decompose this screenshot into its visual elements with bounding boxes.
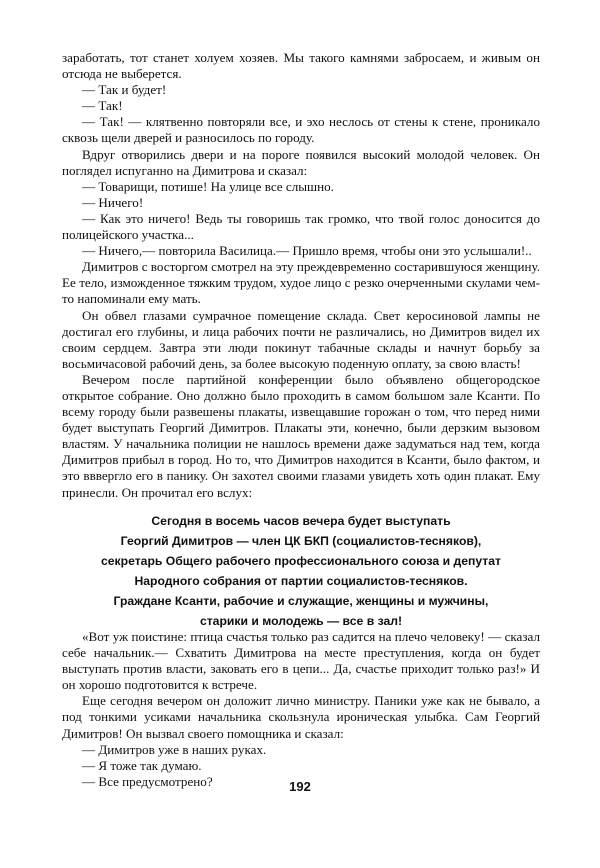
paragraph: — Ничего! [82,194,144,210]
paragraph: Димитров с восторгом смотрел на эту преждевременно состарившуюся женщину. Ее тело, изможденное тяжким трудом, худое лицо с резко очерченными скулами чем-то напоминали ему мать. [62,259,540,307]
paragraph: Еще сегодня вечером он доложит лично министру. Паники уже как не бывало, а под тонкими усиками начальника скользнула ироническая улыбка. Сам Георгий Димитров! Он вызвал своего помощника и сказал: [62,693,540,741]
paragraph: заработать, тот станет холуем хозяев. Мы такого камнями забросаем, и живым он отсюда не выберется. [62,50,540,82]
paragraph: — Так! — клятвенно повторяли все, и эхо неслось от стены к стене, проникало сквозь щели дверей и разносилось по городу. [62,114,540,146]
notice-line: секретарь Общего рабочего профессионального союза и депутат [101,554,501,568]
notice-line: старики и молодежь — все в зал! [199,614,403,628]
body-text-bottom [62,629,540,790]
paragraph: Вдруг отворились двери и на пороге появился высокий молодой человек. Он поглядел испуганно на Димитрова и сказал: [62,146,540,178]
paragraph: Он обвел глазами сумрачное помещение склада. Свет керосиновой лампы не достигал его глубины, и лица рабочих почти не различались, но Димитров видел их своим сердцем. Завтра эти люди покинут табачные склады и начнут борьбу за восьмичасовой рабочий день, за более высокую поденную оплату, за свою власть! [62,307,540,371]
notice-line: Народного собрания от партии социалистов-тесняков. [134,574,468,588]
paragraph: — Так! [82,98,123,114]
paragraph: Вечером после партийной конференции было объявлено общегородское открытое собрание. Оно должно было проходить в самом большом зале Ксанти. По всему городу были развешены плакаты, извещавшие горожан о том, что перед ними будет выступать Георгий Димитров. Плакаты эти, конечно, были дерзким вызовом властям. У начальника полиции не нашлось времени даже задуматься над тем, когда Димитров прибыл в город. Но то, что Димитров находится в Ксанти, было фактом, и это вввергло его в панику. Он захотел своими глазами увидеть хоть один плакат. Ему принесли. Он прочитал его вслух: [62,371,540,500]
body-text-top [62,50,540,501]
paragraph: — Я тоже так думаю. [82,757,202,773]
notice-line: Сегодня в восемь часов вечера будет выступать [151,514,451,528]
page-number: 192 [289,779,311,794]
poster-notice [62,511,540,631]
notice-line: Граждане Ксанти, рабочие и служащие, женщины и мужчины, [113,594,489,608]
paragraph: — Так и будет! [82,82,167,98]
paragraph: — Товарищи, потише! На улице все слышно. [82,178,334,194]
paragraph: — Как это ничего! Ведь ты говоришь так громко, что твой голос доносится до полицейского участка... [62,210,540,243]
notice-line: Георгий Димитров — член ЦК БКП (социалистов-тесняков), [120,534,482,548]
paragraph: — Ничего,— повторила Василица.— Пришло время, чтобы они это услышали!.. [82,243,532,259]
paragraph: — Все предусмотрено? [82,773,213,789]
paragraph: — Димитров уже в наших руках. [82,741,267,757]
paragraph: «Вот уж поистине: птица счастья только раз садится на плечо человеку! — сказал себе начальник.— Схватить Димитрова на месте преступления, когда он будет выступать против власти, заковать его в цепи... Да, счастье приходит только раз!» И он хорошо подготовится к встрече. [62,629,540,693]
